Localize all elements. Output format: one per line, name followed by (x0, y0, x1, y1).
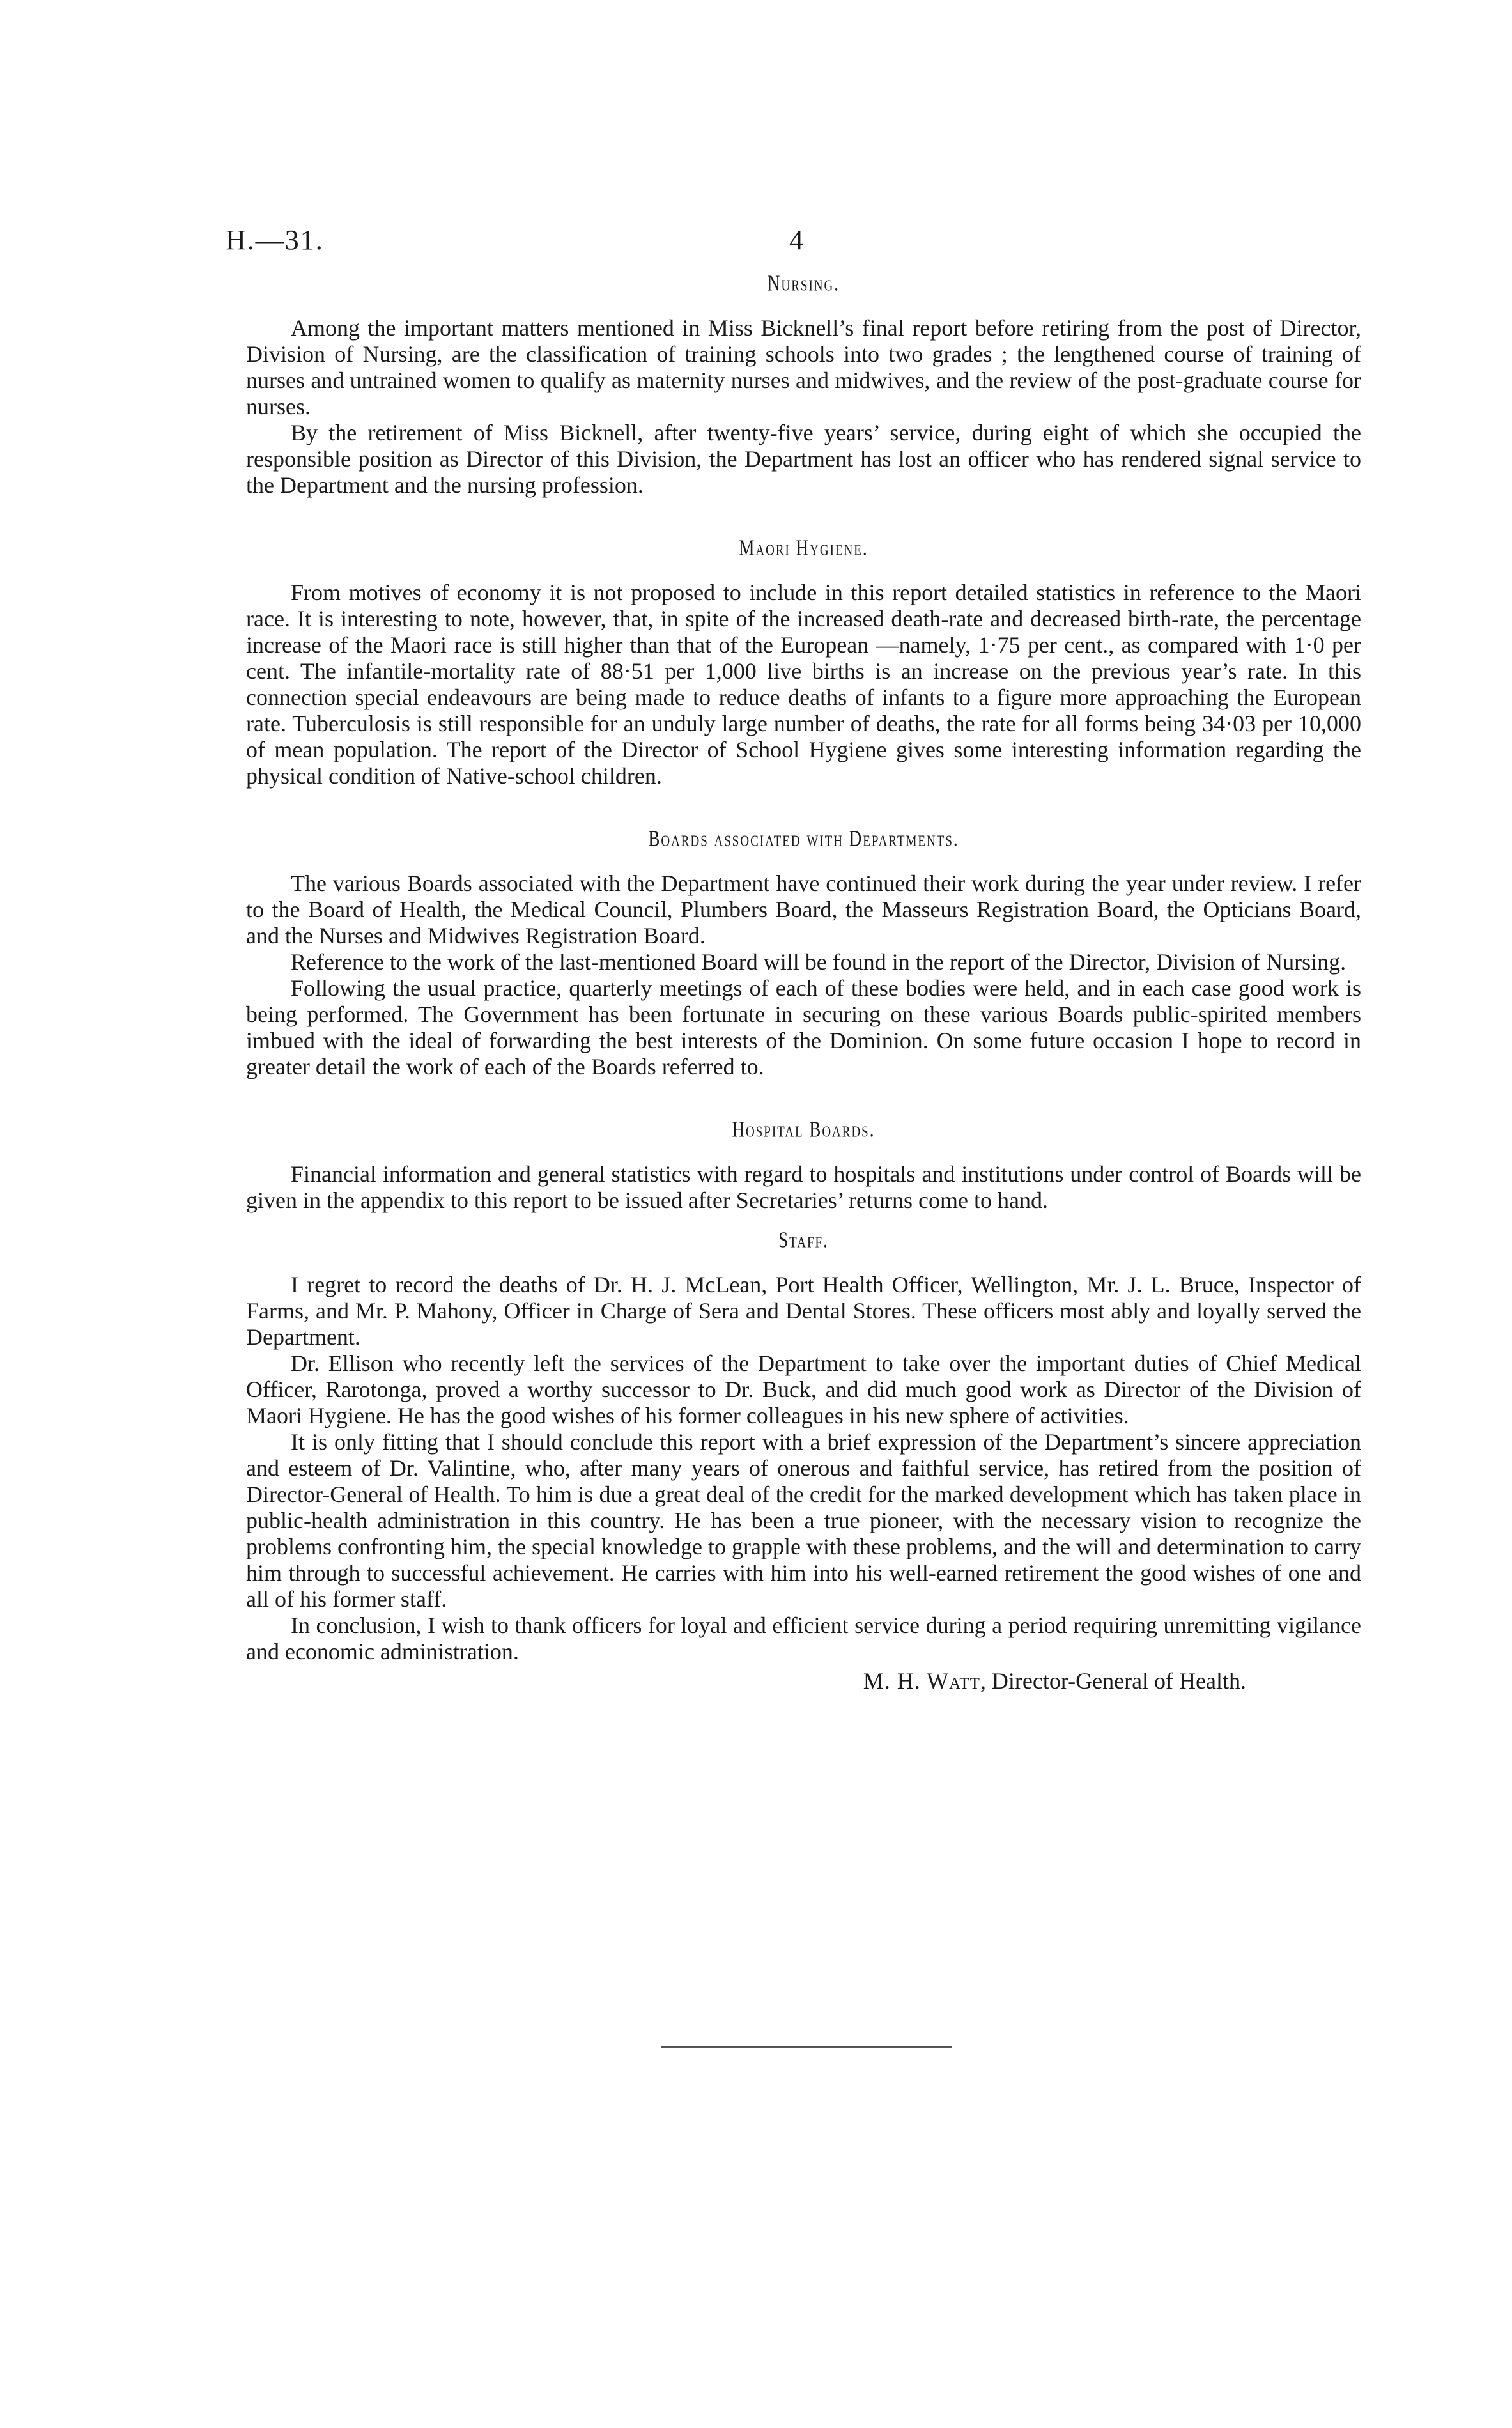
section-heading: Nursing. (768, 270, 840, 296)
paragraph: In conclusion, I wish to thank officers for loyal and efficient service during a period requiring unremitting vigilance and economic administration. (246, 1612, 1361, 1664)
section-boards-associated (246, 826, 1361, 1080)
section-heading: Maori Hygiene. (739, 535, 868, 561)
paragraph: Among the important matters mentioned in Miss Bicknell’s final report before retiring from the post of Director, Division of Nursing, are the classification of training schools into two grades ; the lengthened course of training of nurses and untrained women to qualify as maternity nurses and midwives, and the review of the post-graduate course for nurses. (246, 315, 1361, 419)
section-nursing (246, 270, 1361, 499)
paragraph: I regret to record the deaths of Dr. H. J. McLean, Port Health Officer, Wellington, Mr. J. L. Bruce, Inspector of Farms, and Mr. P. Mahony, Officer in Charge of Sera and Dental Stores. These officers most ably and loyally served the Department. (246, 1272, 1361, 1350)
paragraph: Following the usual practice, quarterly meetings of each of these bodies were held, and in each case good work is being performed. The Government has been fortunate in securing on these various Boards public-spirited members imbued with the ideal of forwarding the best interests of the Dominion. On some future occasion I hope to record in greater detail the work of each of the Boards referred to. (246, 975, 1361, 1079)
section-heading: Hospital Boards. (732, 1117, 876, 1142)
paragraph: It is only fitting that I should conclude this report with a brief expression of the Department’s sincere appreciation and esteem of Dr. Valintine, who, after many years of onerous and faithful service, has retired from the position of Director-General of Health. To him is due a great deal of the credit for the marked development which has taken place in public-health administration in this country. He has been a true pioneer, with the necessary vision to recognize the problems confronting him, the special knowledge to grapple with these problems, and the will and determination to carry him through to successful achievement. He carries with him into his well-earned retirement the good wishes of one and all of his former staff. (246, 1429, 1361, 1612)
paragraph: By the retirement of Miss Bicknell, after twenty-five years’ service, during eight of which she occupied the responsible position as Director of this Division, the Department has lost an officer who has rendered signal service to the Department and the nursing profession. (246, 420, 1361, 498)
paragraph: Dr. Ellison who recently left the services of the Department to take over the important duties of Chief Medical Officer, Rarotonga, proved a worthy successor to Dr. Buck, and did much good work as Director of the Division of Maori Hygiene. He has the good wishes of his former colleagues in his new sphere of activities. (246, 1350, 1361, 1428)
signature-line (246, 1667, 1361, 1694)
section-maori-hygiene (246, 535, 1361, 789)
page-header (226, 211, 1361, 268)
closing-rule (661, 2046, 952, 2048)
document-reference: H.—31. (226, 224, 324, 256)
page-number: 4 (789, 224, 803, 256)
paragraph: Reference to the work of the last-mentioned Board will be found in the report of the Director, Division of Nursing. (291, 949, 1346, 975)
paragraph: From motives of economy it is not proposed to include in this report detailed statistics in reference to the Maori race. It is interesting to note, however, that, in spite of the increased death-rate and decreased birth-rate, the percentage increase of the Maori race is still higher than that of the European —namely, 1·75 per cent., as compared with 1·0 per cent. The infantile-mortality rate of 88·51 per 1,000 live births is an increase on the previous year’s rate. In this connection special endeavours are being made to reduce deaths of infants to a figure more approaching the European rate. Tuberculosis is still responsible for an unduly large number of deaths, the rate for all forms being 34·03 per 10,000 of mean population. The report of the Director of School Hygiene gives some interesting information regarding the physical condition of Native-school children. (246, 580, 1361, 789)
signatory-name: M. H. Watt (863, 1668, 980, 1694)
signatory-title: , Director-General of Health. (980, 1668, 1246, 1694)
section-staff (246, 1227, 1361, 1665)
section-heading: Staff. (778, 1227, 829, 1253)
section-hospital-boards (246, 1117, 1361, 1214)
paragraph: Financial information and general statistics with regard to hospitals and institutions under control of Boards will be given in the appendix to this report to be issued after Secretaries’ returns come to hand. (246, 1161, 1361, 1213)
document-page (226, 211, 1361, 1694)
section-heading: Boards associated with Departments. (648, 826, 959, 851)
paragraph: The various Boards associated with the Department have continued their work during the year under review. I refer to the Board of Health, the Medical Council, Plumbers Board, the Masseurs Registration Board, the Opticians Board, and the Nurses and Midwives Registration Board. (246, 870, 1361, 948)
